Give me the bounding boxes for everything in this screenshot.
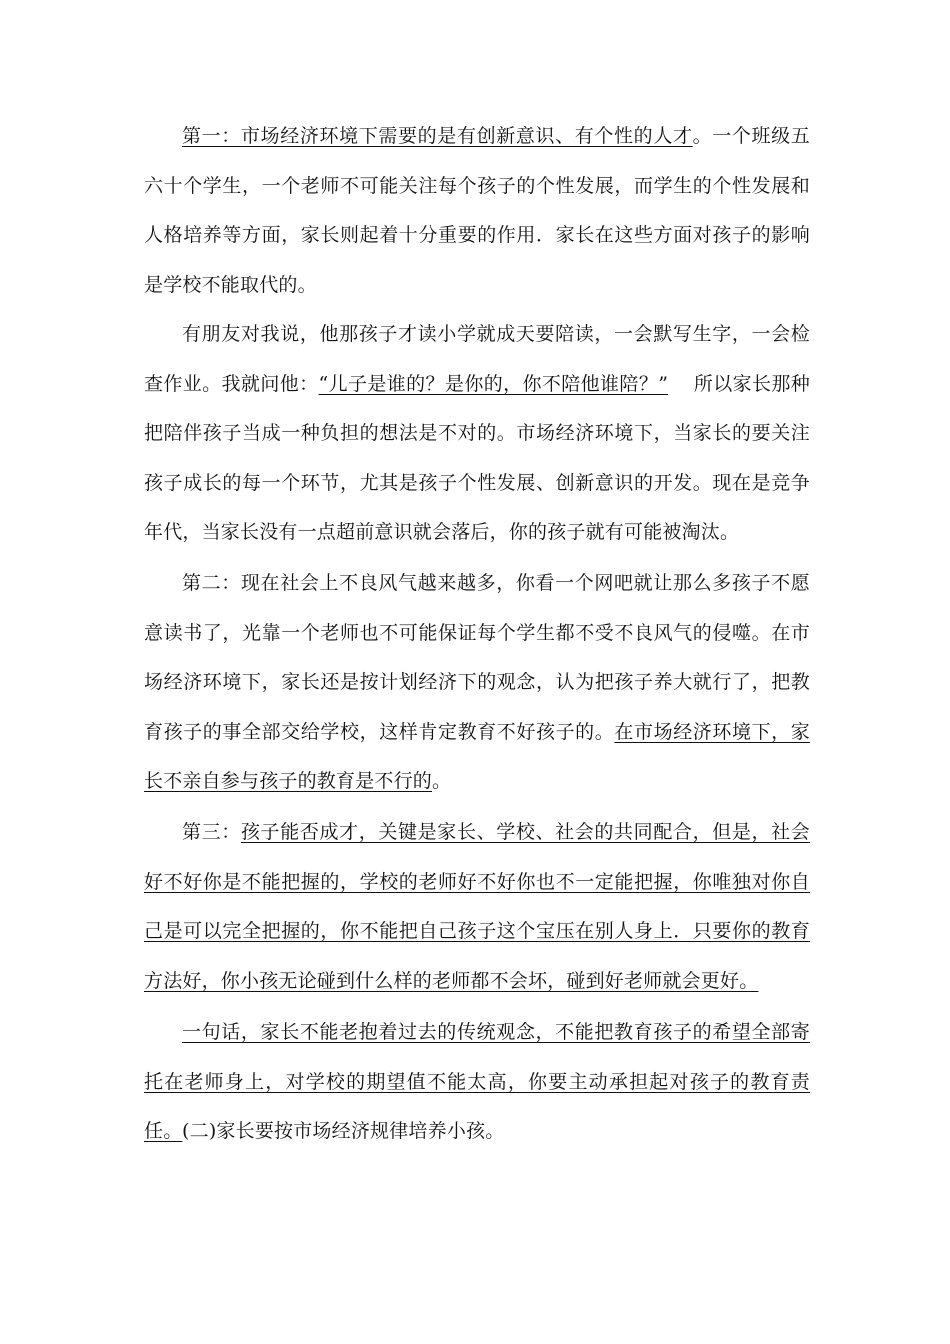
paragraph-1 xyxy=(144,112,810,310)
paragraph-end: 。 xyxy=(432,770,452,792)
underlined-phrase: 第一：市场经济环境下需要的是有创新意识、有个性的人才 xyxy=(182,125,693,147)
section-heading xyxy=(144,1107,810,1157)
paragraph-text: 有朋友对我说，他那孩子才读小学就成天要陪读，一会默写生字，一会检查作业。我就问他： xyxy=(144,323,810,395)
underlined-sentence: 在市场经济环境下，家长不亲自参与孩子的教育是不行的 xyxy=(144,720,810,792)
paragraph-2 xyxy=(144,310,810,558)
heading-text: (二)家长要按市场经济规律培养小孩。 xyxy=(182,1120,505,1142)
paragraph-3 xyxy=(144,559,810,807)
paragraph-lead: 第三： xyxy=(182,821,241,843)
underlined-passage: 一句话，家长不能老抱着过去的传统观念，不能把教育孩子的希望全部寄托在老师身上，对学校的期望值不能太高，你要主动承担起对孩子的教育责任。 xyxy=(144,1021,810,1142)
underlined-quote: “儿子是谁的？是你的，你不陪他谁陪？” xyxy=(318,372,669,395)
underlined-passage: 孩子能否成才，关键是家长、学校、社会的共同配合，但是，社会好不好你是不能把握的，学校的老师好不好你也不一定能把握，你唯独对你自己是可以完全把握的，你不能把自己孩子这个宝压在别人身上．只要你的教育方法好，你小孩无论碰到什么样的老师都不会坏，碰到好老师就会更好。 xyxy=(144,821,810,992)
paragraph-text-continued: 所以家长那种把陪伴孩子当成一种负担的想法是不对的。市场经济环境下，当家长的要关注孩子成长的每一个环节，尤其是孩子个性发展、创新意识的开发。现在是竞争年代，当家长没有一点超前意识就会落后，你的孩子就有可能被淘汰。 xyxy=(144,372,810,543)
paragraph-4 xyxy=(144,808,810,1006)
paragraph-text: 第二：现在社会上不良风气越来越多，你看一个网吧就让那么多孩子不愿意读书了，光靠一个老师也不可能保证每个学生都不受不良风气的侵噬。在市场经济环境下，家长还是按计划经济下的观念，认为把孩子养大就行了，把教育孩子的事全部交给学校，这样肯定教育不好孩子的。 xyxy=(144,572,810,743)
paragraph-text: 。一个班级五六十个学生，一个老师不可能关注每个孩子的个性发展，而学生的个性发展和人格培养等方面，家长则起着十分重要的作用．家长在这些方面对孩子的影响是学校不能取代的。 xyxy=(144,125,811,296)
